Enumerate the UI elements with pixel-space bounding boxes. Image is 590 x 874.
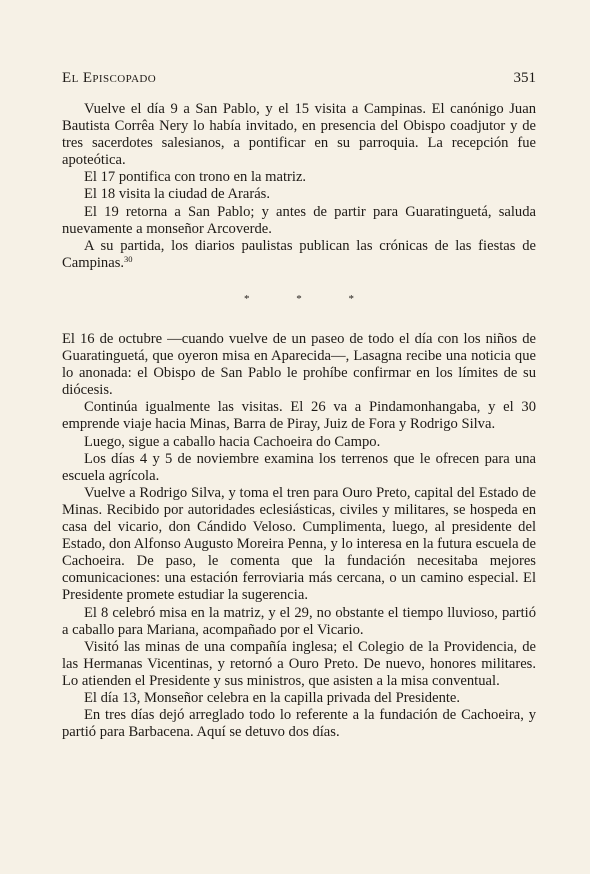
paragraph: El 18 visita la ciudad de Ararás. <box>84 186 271 203</box>
separator-asterisk: * <box>296 293 302 305</box>
footnote-reference: 30 <box>124 253 133 264</box>
paragraph: Luego, sigue a caballo hacia Cachoeira do Campo. <box>84 433 381 450</box>
paragraph: Vuelve a Rodrigo Silva, y toma el tren para Ouro Preto, capital del Estado de Minas. Recibido por autoridades eclesiásticas, civiles y militares, se hospeda en casa del vicario, don Cándido Veloso. Cumplimenta, luego, al presidente del Estado, don Alfonso Augusto Moreira Penna, y lo interesa en la futura escuela de Cachoeira. De paso, le comenta que la fundación necesitaba mejores comunicaciones: una estación ferroviaria más cercana, o un camino especial. El Presidente promete estudiar la sugerencia. <box>62 484 536 604</box>
page-header <box>62 70 536 87</box>
paragraph: Vuelve el día 9 a San Pablo, y el 15 visita a Campinas. El canónigo Juan Bautista Corrêa Nery lo había invitado, en presencia del Obispo coadjutor y de tres sacerdotes salesianos, a pontificar en su parroquia. La recepción fue apoteótica. <box>62 101 536 169</box>
paragraph: El 19 retorna a San Pablo; y antes de partir para Guaratinguetá, saluda nuevamente a monseñor Arcoverde. <box>62 203 536 237</box>
paragraph: El 16 de octubre —cuando vuelve de un paseo de todo el día con los niños de Guaratinguetá, que oyeron misa en Aparecida—, Lasagna recibe una noticia que lo anonada: el Obispo de San Pablo le prohíbe confirmar en los límites de su diócesis. <box>62 331 536 399</box>
paragraph: El 8 celebró misa en la matriz, y el 29, no obstante el tiempo lluvioso, partió a caballo para Mariana, acompañado por el Vicario. <box>62 604 536 638</box>
section-separator <box>62 293 536 305</box>
paragraph-with-footnote <box>62 238 536 272</box>
paragraph: El 17 pontifica con trono en la matriz. <box>84 169 307 186</box>
paragraph: Continúa igualmente las visitas. El 26 va a Pindamonhangaba, y el 30 emprende viaje hacia Minas, Barra de Piray, Juiz de Fora y Rodrigo Silva. <box>62 399 536 433</box>
running-head: El Episcopado <box>62 70 157 86</box>
page-number: 351 <box>513 70 536 86</box>
separator-asterisk: * <box>244 293 250 305</box>
text-section-2 <box>62 331 536 741</box>
paragraph: El día 13, Monseñor celebra en la capilla privada del Presidente. <box>84 689 461 706</box>
paragraph: En tres días dejó arreglado todo lo referente a la fundación de Cachoeira, y partió para Barbacena. Aquí se detuvo dos días. <box>62 707 536 741</box>
text-section-1 <box>62 101 536 272</box>
paragraph: Visitó las minas de una compañía inglesa; el Colegio de la Providencia, de las Hermanas Vicentinas, y retornó a Ouro Preto. De nuevo, honores militares. Lo atienden el Presidente y sus ministros, que asisten a la misa conventual. <box>62 638 536 689</box>
paragraph-text: A su partida, los diarios paulistas publican las crónicas de las fiestas de Campinas. <box>62 237 536 271</box>
paragraph: Los días 4 y 5 de noviembre examina los terrenos que le ofrecen para una escuela agrícola. <box>62 450 536 484</box>
separator-asterisk: * <box>348 293 354 305</box>
